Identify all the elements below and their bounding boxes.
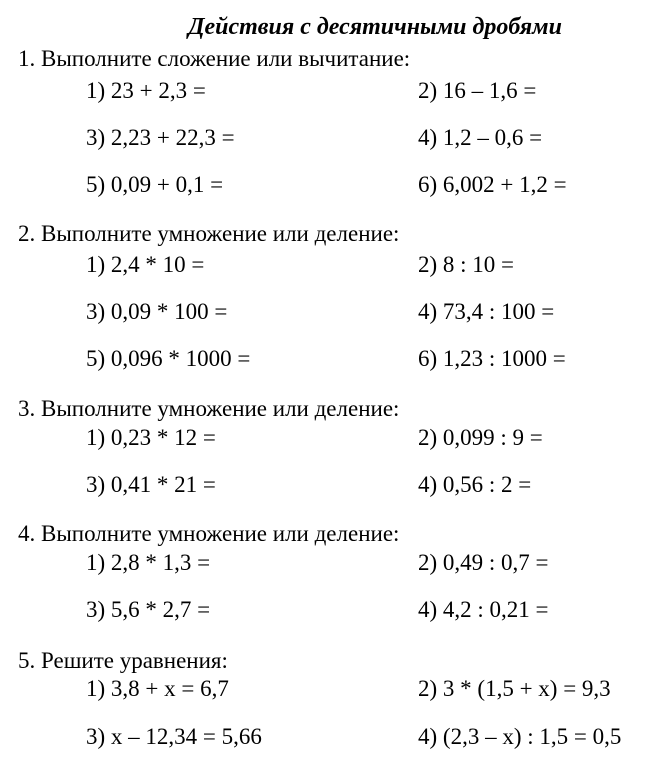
exercise-3-1: 1) 0,23 * 12 =: [86, 425, 216, 450]
equation-5-4: 4) (2,3 – x) : 1,5 = 0,5: [418, 724, 622, 749]
section-4-heading: 4. Выполните умножение или деление:: [18, 521, 400, 546]
equation-5-3: 3) x – 12,34 = 5,66: [86, 724, 262, 749]
exercise-2-3: 3) 0,09 * 100 =: [86, 299, 228, 324]
exercise-2-2: 2) 8 : 10 =: [418, 252, 515, 277]
exercise-4-2: 2) 0,49 : 0,7 =: [418, 550, 549, 575]
exercise-4-1: 1) 2,8 * 1,3 =: [86, 550, 211, 575]
equation-5-2: 2) 3 * (1,5 + x) = 9,3: [418, 676, 611, 701]
exercise-1-4: 4) 1,2 – 0,6 =: [418, 125, 543, 150]
exercise-2-6: 6) 1,23 : 1000 =: [418, 346, 566, 371]
exercise-2-1: 1) 2,4 * 10 =: [86, 252, 205, 277]
section-1-heading: 1. Выполните сложение или вычитание:: [18, 46, 411, 71]
exercise-1-6: 6) 6,002 + 1,2 =: [418, 172, 567, 197]
exercise-2-4: 4) 73,4 : 100 =: [418, 299, 555, 324]
exercise-1-5: 5) 0,09 + 0,1 =: [86, 172, 224, 197]
page-title: Действия с десятичными дробями: [188, 14, 562, 40]
section-2-heading: 2. Выполните умножение или деление:: [18, 221, 400, 246]
section-5-heading: 5. Решите уравнения:: [18, 648, 228, 673]
exercise-2-5: 5) 0,096 * 1000 =: [86, 346, 251, 371]
exercise-1-1: 1) 23 + 2,3 =: [86, 78, 206, 103]
exercise-3-3: 3) 0,41 * 21 =: [86, 472, 216, 497]
exercise-1-3: 3) 2,23 + 22,3 =: [86, 125, 235, 150]
exercise-3-4: 4) 0,56 : 2 =: [418, 472, 532, 497]
exercise-4-3: 3) 5,6 * 2,7 =: [86, 597, 211, 622]
equation-5-1: 1) 3,8 + x = 6,7: [86, 676, 229, 701]
exercise-3-2: 2) 0,099 : 9 =: [418, 425, 543, 450]
exercise-1-2: 2) 16 – 1,6 =: [418, 78, 537, 103]
section-3-heading: 3. Выполните умножение или деление:: [18, 396, 400, 421]
exercise-4-4: 4) 4,2 : 0,21 =: [418, 597, 549, 622]
